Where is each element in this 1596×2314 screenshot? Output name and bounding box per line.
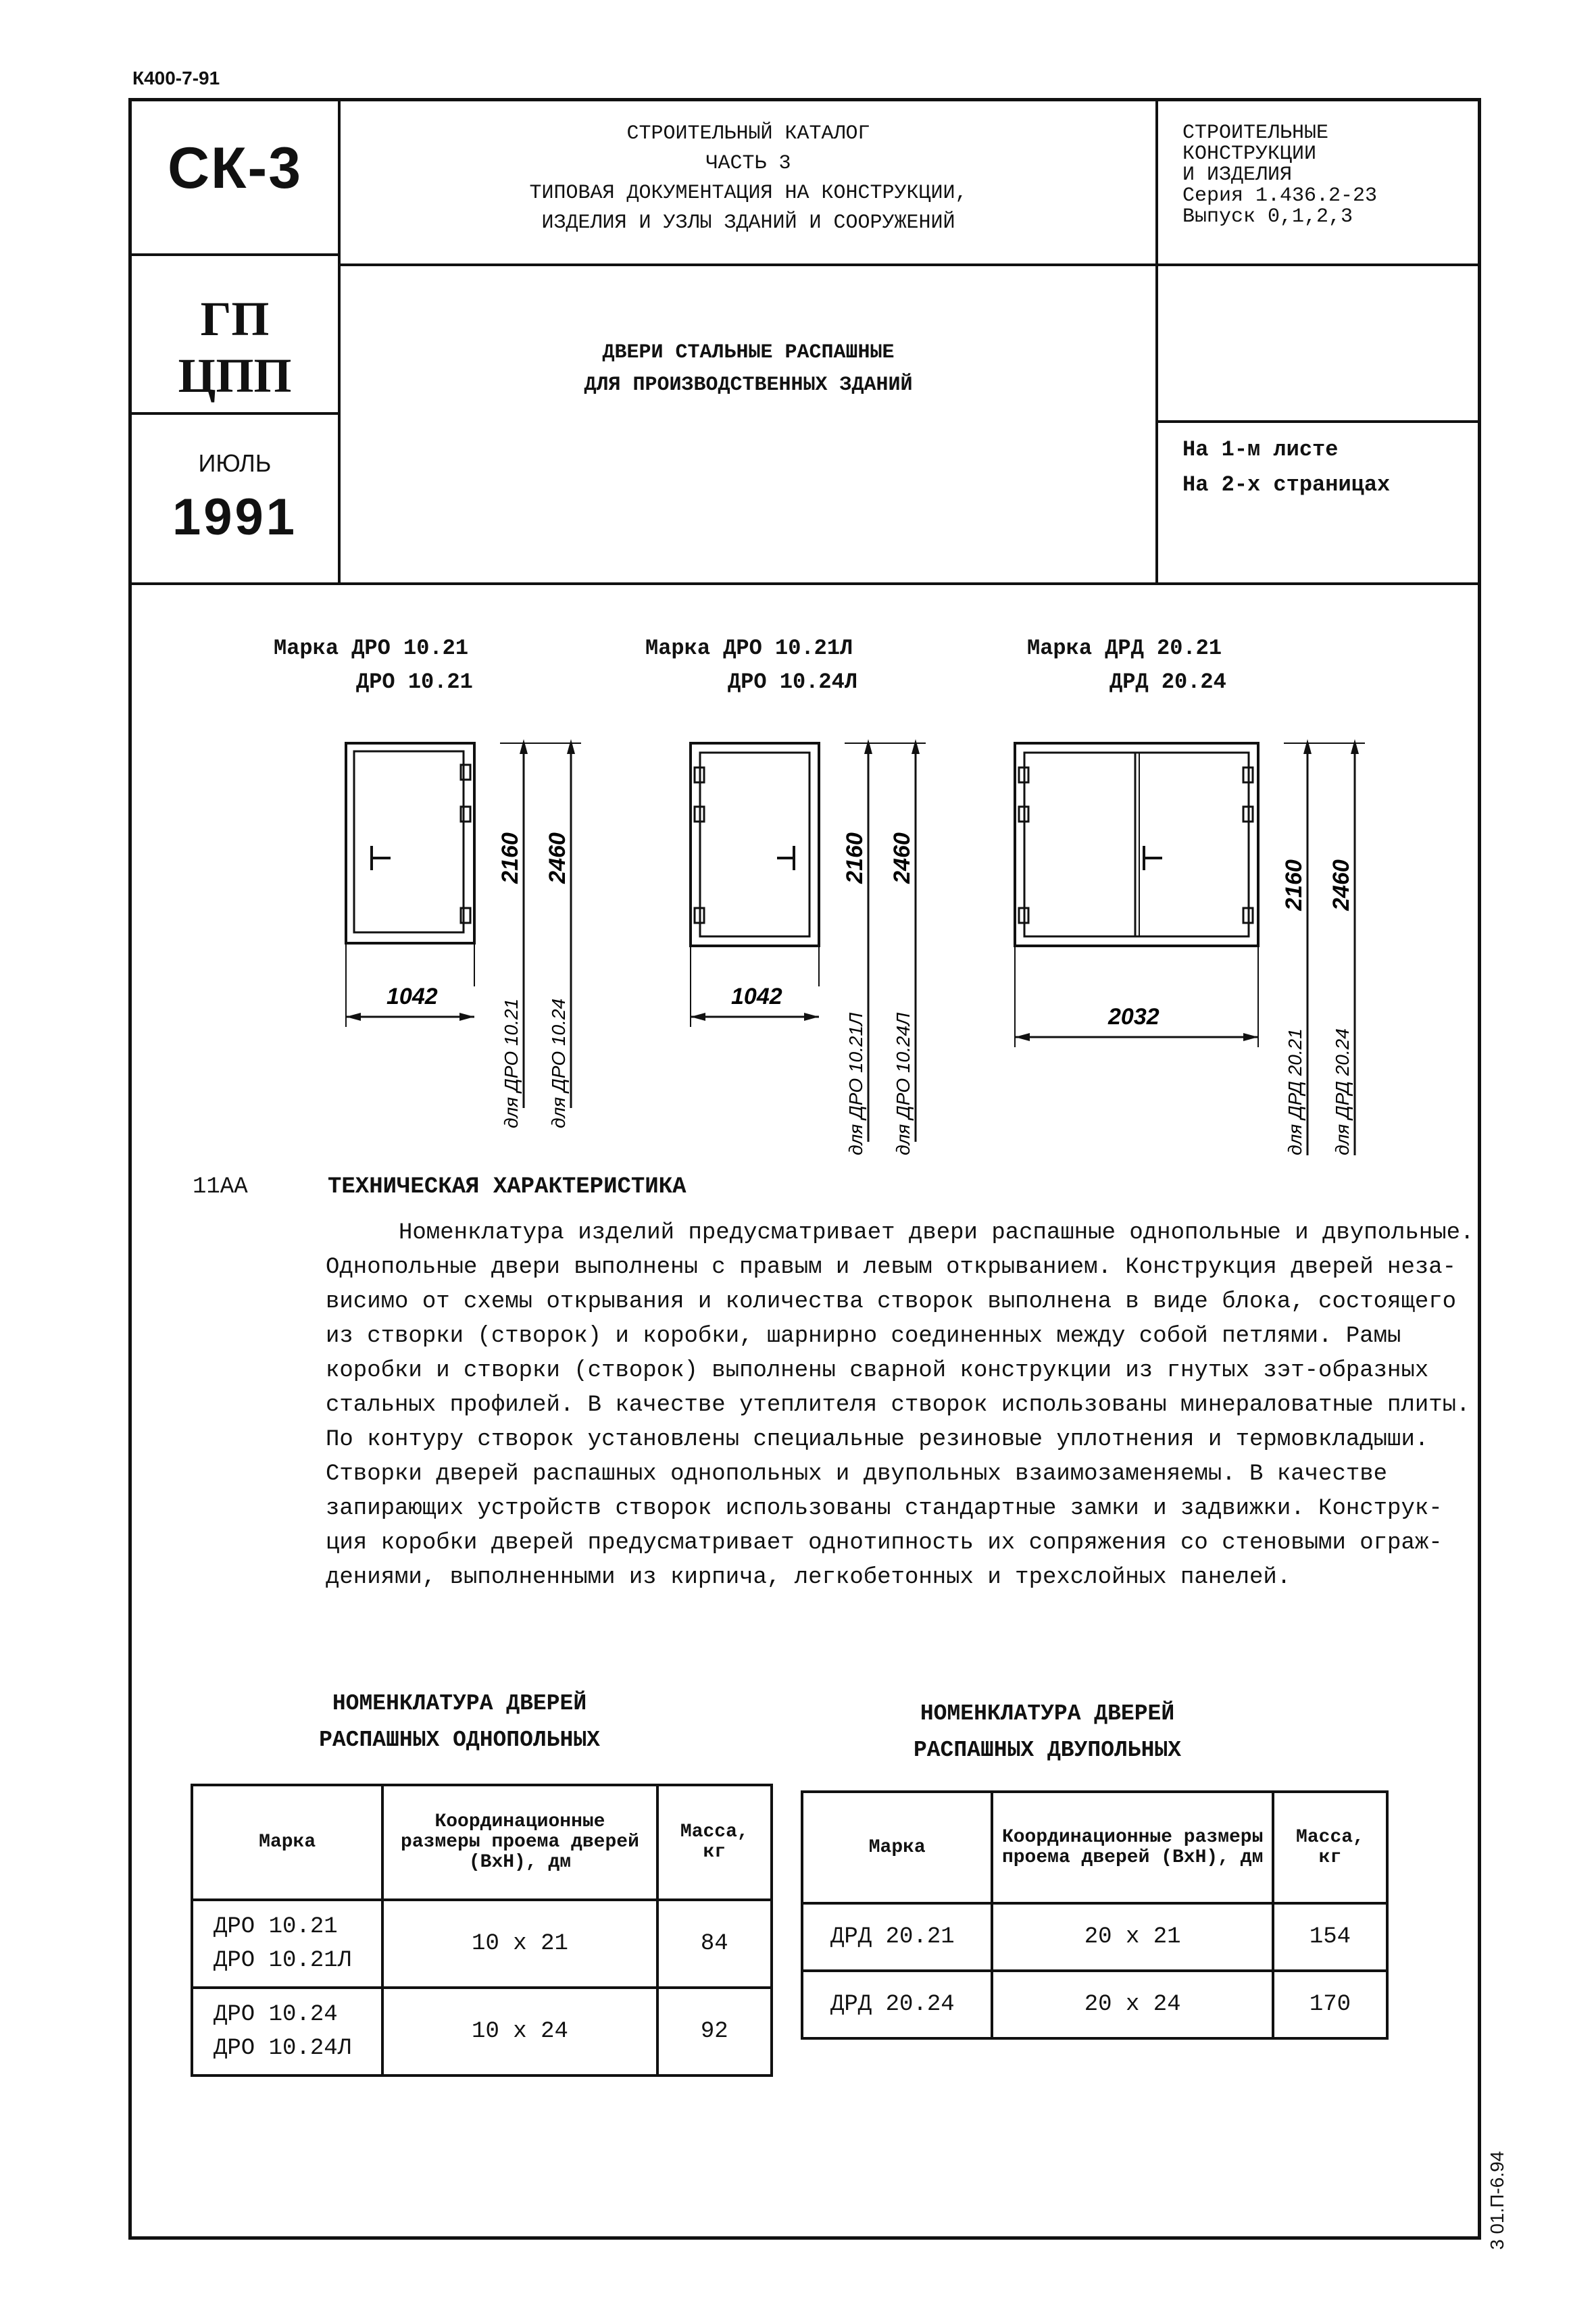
- table-title-line: РАСПАШНЫХ ОДНОПОЛЬНЫХ: [319, 1728, 600, 1753]
- document-title: [341, 336, 1155, 401]
- header-left-line-1: [128, 253, 339, 256]
- paragraph-line: дениями, выполненными из кирпича, легкобетонных и трехслойных панелей.: [326, 1565, 1291, 1590]
- table-header-row: [802, 1792, 1387, 1903]
- catalog-line: СТРОИТЕЛЬНЫЙ КАТАЛОГ: [626, 122, 870, 145]
- title-line: ДВЕРИ СТАЛЬНЫЕ РАСПАШНЫЕ: [602, 341, 895, 364]
- paragraph-line: По контуру створок установлены специальные резиновые уплотнения и термовкладыши.: [326, 1427, 1429, 1453]
- mass-cell: 92: [657, 1988, 772, 2076]
- mark-line: Марка ДРО 10.21: [274, 636, 469, 661]
- paragraph-line: коробки и створки (створок) выполнены сварной конструкции из гнутых зэт-образных: [326, 1358, 1429, 1384]
- series-line: КОНСТРУКЦИИ: [1182, 143, 1317, 166]
- door-drawing-3: [1007, 730, 1385, 1162]
- catalog-line: ИЗДЕЛИЯ И УЗЛЫ ЗДАНИЙ И СООРУЖЕНИЙ: [541, 211, 955, 234]
- mark-value: ДРО 10.24: [214, 2002, 338, 2028]
- height-dimension-2: 2460: [1328, 859, 1354, 911]
- table-row: [802, 1971, 1387, 2038]
- paragraph-line: из створки (створок) и коробки, шарнирно соединенных между собой петлями. Рамы: [326, 1324, 1401, 1349]
- doc-code: К400-7-91: [132, 68, 220, 89]
- height-dimension-1: 2160: [842, 832, 868, 884]
- header-left-line-2: [128, 412, 339, 415]
- paragraph-line: стальных профилей. В качестве утеплителя створок использованы минераловатные плиты.: [326, 1392, 1470, 1418]
- header-mid-line: [338, 263, 1481, 266]
- column-header-mass: Масса, кг: [657, 1785, 772, 1900]
- paragraph-line: запирающих устройств створок использованы стандартные замки и задвижки. Конструк-: [326, 1496, 1443, 1521]
- series-line: И ИЗДЕЛИЯ: [1182, 164, 1293, 186]
- dimension-note-2: для ДРО 10.24: [548, 998, 569, 1128]
- size-cell: 20 х 21: [992, 1903, 1272, 1971]
- series-line: Серия 1.436.2-23: [1182, 184, 1378, 207]
- table-title-line: НОМЕНКЛАТУРА ДВЕРЕЙ: [920, 1701, 1175, 1726]
- sheets-line: На 1-м листе: [1182, 437, 1339, 462]
- drawing-2-marks: [645, 632, 857, 699]
- dimension-note-2: для ДРД 20.24: [1332, 1028, 1353, 1155]
- year-label: 1991: [172, 488, 298, 546]
- drawing-3-marks: [1027, 632, 1226, 699]
- mass-cell: 84: [657, 1900, 772, 1988]
- mark-line: ДРД 20.24: [1109, 670, 1226, 695]
- dimension-note-1: для ДРД 20.21: [1285, 1028, 1305, 1155]
- mark-cell: ДРД 20.24: [802, 1971, 992, 2038]
- org-line-1: ГП: [200, 292, 270, 346]
- technical-description: [326, 1216, 1474, 1595]
- paragraph-line: Однопольные двери выполнены с правым и левым открыванием. Конструкция дверей неза-: [326, 1255, 1457, 1280]
- table2-title: [838, 1696, 1257, 1769]
- table-row: [192, 1988, 772, 2076]
- section-code: 11АА: [193, 1174, 248, 1200]
- table-header-row: [192, 1785, 772, 1900]
- size-cell: 20 х 24: [992, 1971, 1272, 2038]
- mark-line: ДРО 10.21: [356, 670, 473, 695]
- catalog-line: ТИПОВАЯ ДОКУМЕНТАЦИЯ НА КОНСТРУКЦИИ,: [529, 182, 968, 205]
- mark-line: Марка ДРД 20.21: [1027, 636, 1222, 661]
- mark-line: ДРО 10.24Л: [728, 670, 858, 695]
- month-label: ИЮЛЬ: [198, 449, 272, 477]
- title-line: ДЛЯ ПРОИЗВОДСТВЕННЫХ ЗДАНИЙ: [584, 374, 913, 397]
- height-dimension-2: 2460: [545, 832, 570, 884]
- dimension-note-2: для ДРО 10.24Л: [893, 1012, 914, 1155]
- height-dimension-2: 2460: [889, 832, 915, 884]
- table-double-leaf: [801, 1790, 1389, 2040]
- width-dimension: 2032: [1108, 1004, 1159, 1030]
- column-header-size: Координационные размеры проема дверей (ВхН), дм: [992, 1792, 1272, 1903]
- header-divider-left: [338, 98, 341, 584]
- mark-cell: ДРД 20.21: [802, 1903, 992, 1971]
- size-cell: 10 х 21: [382, 1900, 657, 1988]
- width-dimension: 1042: [386, 984, 438, 1009]
- door-drawing-1: [338, 730, 595, 1162]
- column-header-mass: Масса, кг: [1273, 1792, 1387, 1903]
- mark-cell: [192, 1900, 382, 1988]
- mark-value: ДРО 10.21Л: [214, 1948, 352, 1973]
- mark-value: ДРО 10.24Л: [214, 2036, 352, 2061]
- mass-cell: 154: [1273, 1903, 1387, 1971]
- sheets-line: На 2-х страницах: [1182, 472, 1391, 497]
- ck-label: СК-3: [167, 136, 303, 201]
- paragraph-line: Номенклатура изделий предусматривает двери распашные однопольные и двупольные.: [399, 1220, 1474, 1246]
- dimension-note-1: для ДРО 10.21Л: [845, 1012, 866, 1155]
- series-info: [1182, 123, 1473, 228]
- header-bottom-line: [128, 582, 1481, 585]
- size-cell: 10 х 24: [382, 1988, 657, 2076]
- header-right-line: [1155, 420, 1481, 423]
- width-dimension: 1042: [731, 984, 782, 1009]
- column-header-mark: Марка: [192, 1785, 382, 1900]
- table-single-leaf: [191, 1784, 773, 2077]
- catalog-title: [341, 119, 1155, 238]
- series-line: СТРОИТЕЛЬНЫЕ: [1182, 122, 1329, 145]
- drawing-1-marks: [274, 632, 473, 699]
- paragraph-line: висимо от схемы открывания и количества створок выполнена в виде блока, состоящего: [326, 1289, 1457, 1315]
- table-row: [802, 1903, 1387, 1971]
- mass-cell: 170: [1273, 1971, 1387, 2038]
- series-line: Выпуск 0,1,2,3: [1182, 205, 1353, 228]
- section-title: ТЕХНИЧЕСКАЯ ХАРАКТЕРИСТИКА: [328, 1174, 687, 1200]
- sheets-info: [1182, 432, 1473, 503]
- mark-line: Марка ДРО 10.21Л: [645, 636, 853, 661]
- dimension-note-1: для ДРО 10.21: [501, 998, 522, 1128]
- door-drawing-2: [682, 730, 939, 1162]
- side-stamp: 3 01.П-6.94: [1487, 2150, 1507, 2250]
- mark-cell: [192, 1988, 382, 2076]
- table-title-line: РАСПАШНЫХ ДВУПОЛЬНЫХ: [913, 1738, 1182, 1763]
- height-dimension-1: 2160: [497, 832, 523, 884]
- table-row: [192, 1900, 772, 1988]
- column-header-size: Координационные размеры проема дверей (ВхН), дм: [382, 1785, 657, 1900]
- mark-value: ДРО 10.21: [214, 1914, 338, 1940]
- table-title-line: НОМЕНКЛАТУРА ДВЕРЕЙ: [332, 1691, 587, 1716]
- catalog-line: ЧАСТЬ 3: [705, 152, 791, 175]
- table1-title: [257, 1686, 662, 1759]
- header-divider-right: [1155, 98, 1158, 584]
- height-dimension-1: 2160: [1281, 859, 1307, 911]
- column-header-mark: Марка: [802, 1792, 992, 1903]
- paragraph-line: Створки дверей распашных однопольных и двупольных взаимозаменяемы. В качестве: [326, 1461, 1388, 1487]
- paragraph-line: ция коробки дверей предусматривает однотипность их сопряжения со стеновыми ограж-: [326, 1530, 1443, 1556]
- org-line-2: ЦПП: [178, 349, 292, 403]
- org-label: [132, 291, 338, 404]
